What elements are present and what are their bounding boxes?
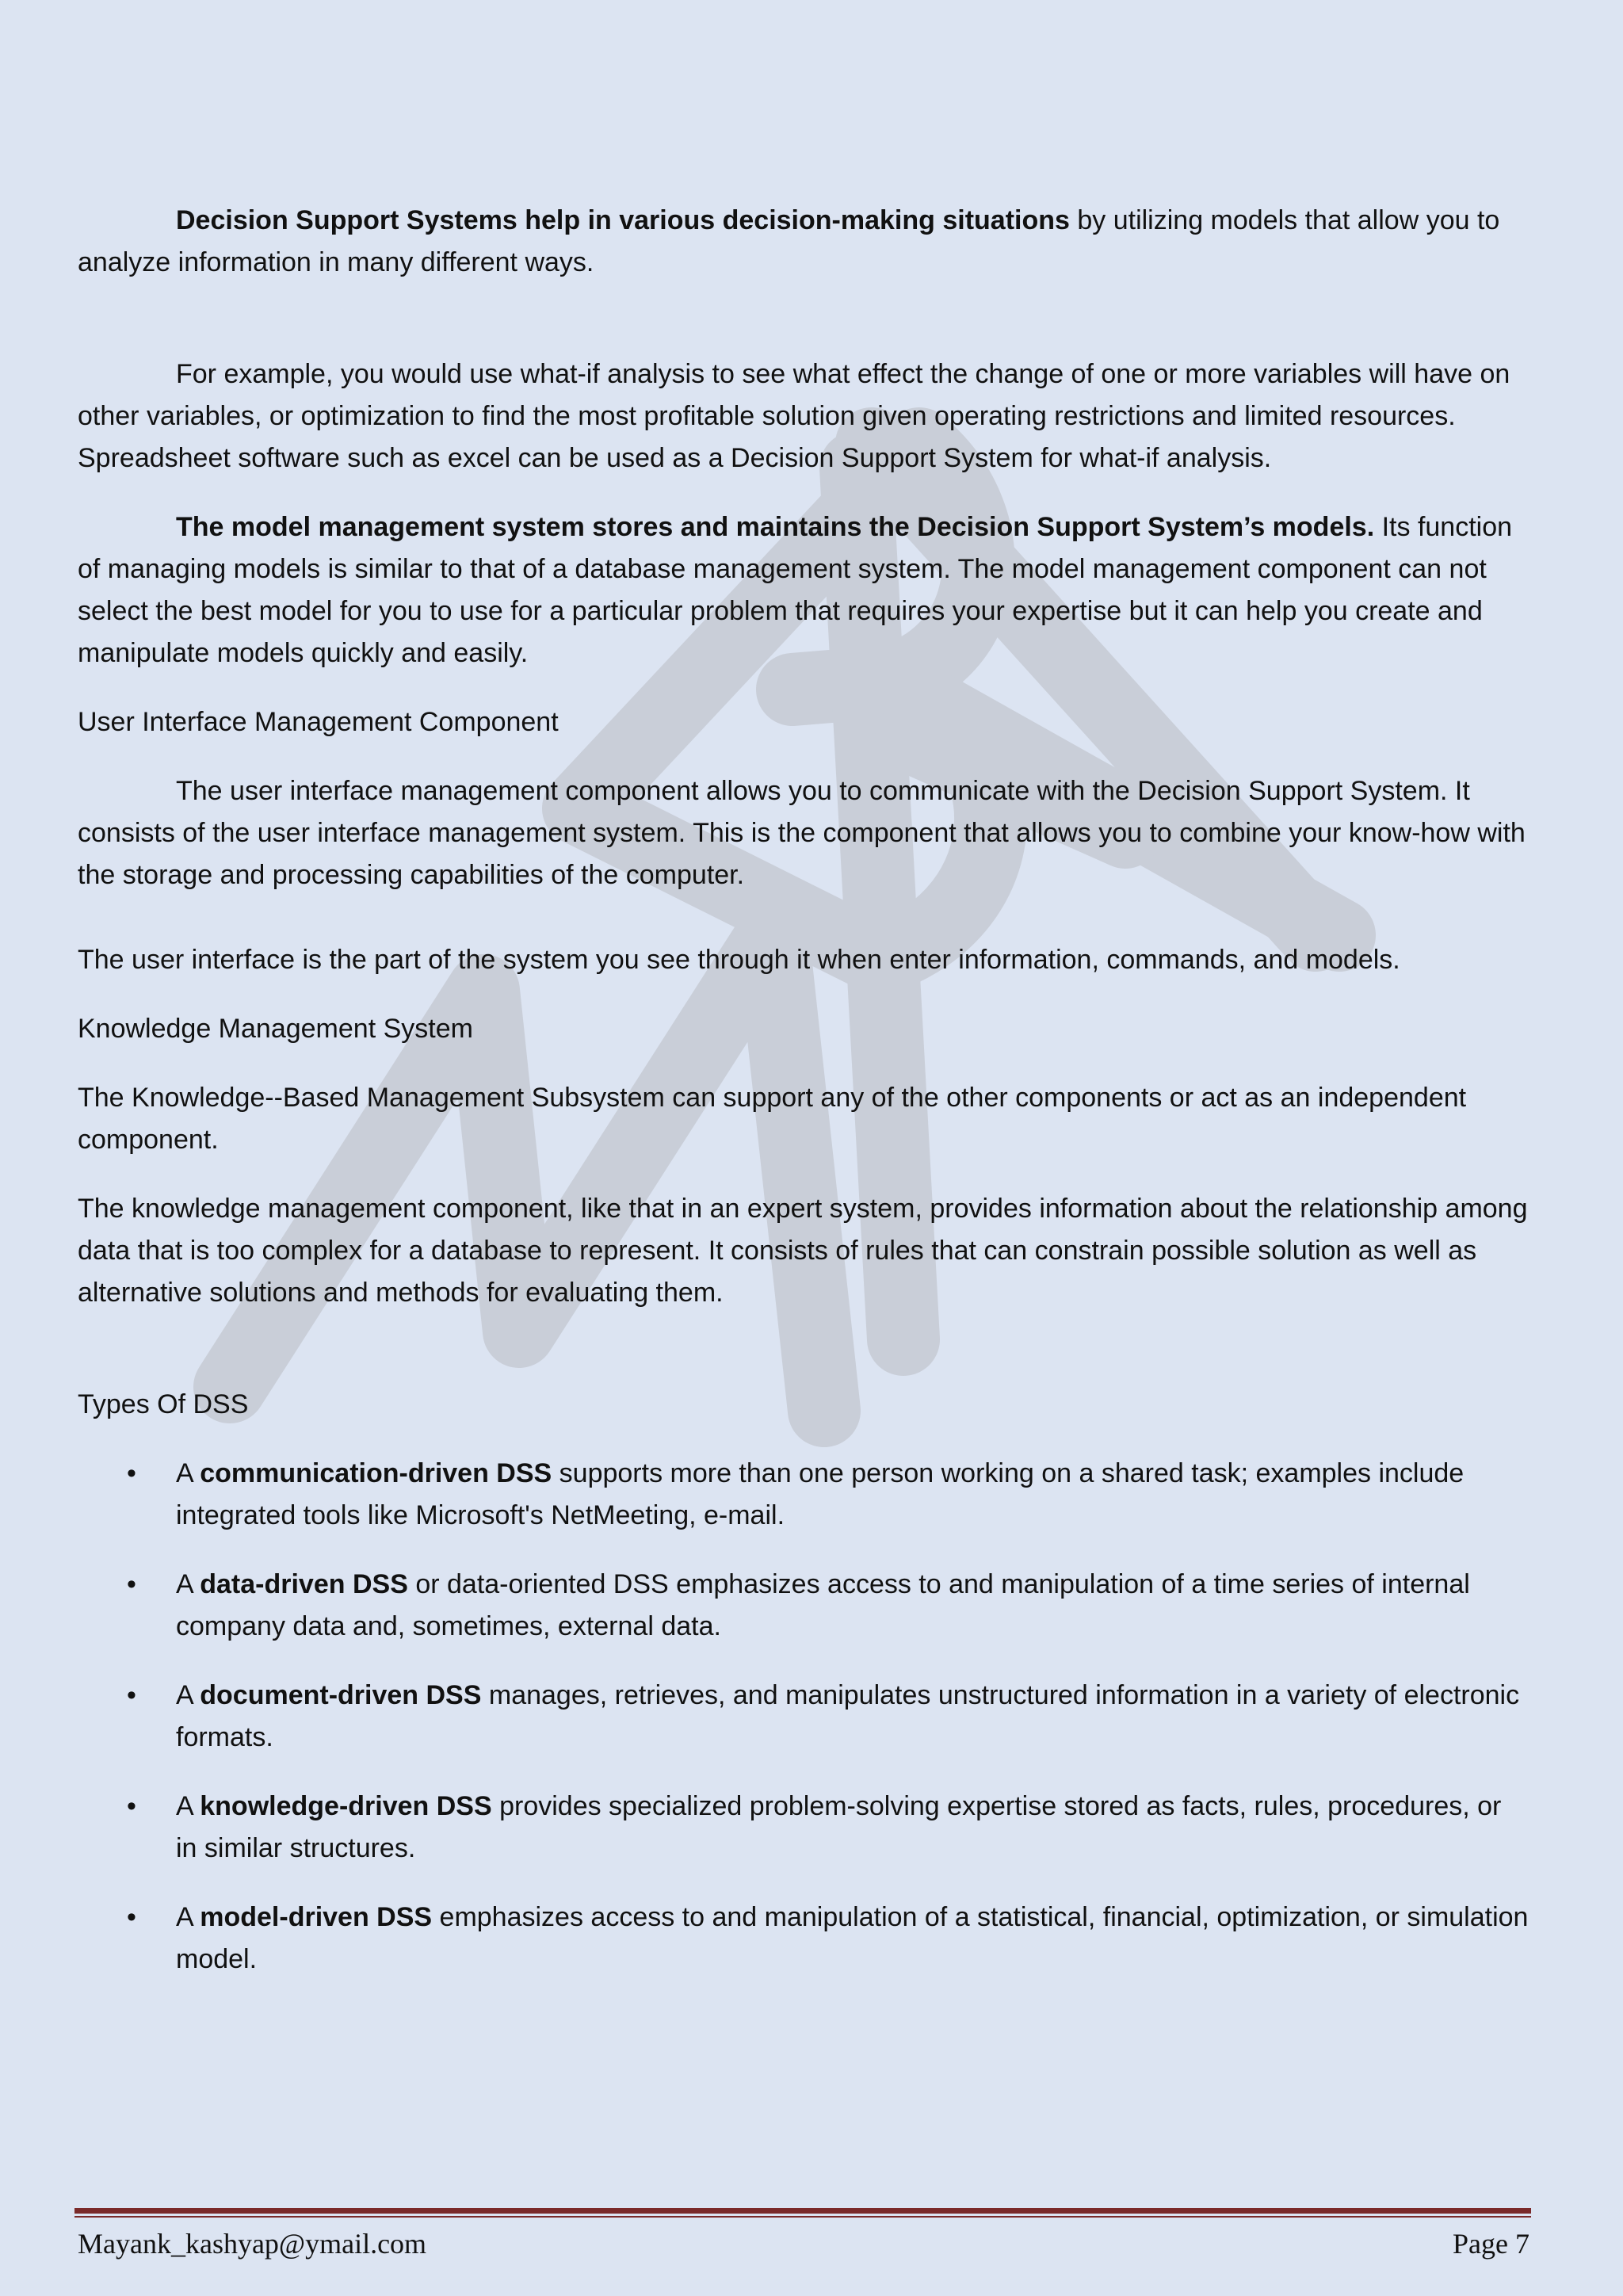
list-item-prefix: A xyxy=(176,1680,200,1710)
list-item-term: document-driven DSS xyxy=(200,1680,482,1710)
list-item-text: manages, retrieves, and manipulates unstructured information in a variety of electronic formats. xyxy=(176,1680,1520,1752)
paragraph-text: Its function of managing models is similar to that of a database management system. The model management component can not select the best model for you to use for a particular problem that requires your expertise but it can help you create and manipulate models quickly and easily. xyxy=(78,512,1513,668)
list-item-term: model-driven DSS xyxy=(200,1902,433,1932)
bullet-icon: • xyxy=(127,1680,136,1710)
list-item-text: emphasizes access to and manipulation of a statistical, financial, optimization, or simulation model. xyxy=(176,1902,1529,1974)
footer-email: Mayank_kashyap@ymail.com xyxy=(78,2228,427,2260)
list-item-term: knowledge-driven DSS xyxy=(200,1791,492,1821)
list-item xyxy=(78,1786,1529,1870)
footer-divider-thin xyxy=(74,2216,1531,2218)
paragraph-dss-help xyxy=(78,200,1529,284)
page-footer xyxy=(78,2224,1529,2264)
list-item-term: data-driven DSS xyxy=(200,1569,408,1599)
paragraph-user-interface-component: The user interface management component allows you to communicate with the Decision Support System. It consists of the user interface management system. This is the component that allows you to combine your know-how with the storage and processing capabilities of the computer. xyxy=(78,776,1526,890)
heading-knowledge-management: Knowledge Management System xyxy=(78,1014,473,1044)
footer-divider-thick xyxy=(74,2208,1531,2214)
dss-types-list xyxy=(78,1453,1529,1981)
list-item-prefix: A xyxy=(176,1902,200,1932)
bullet-icon: • xyxy=(127,1458,136,1488)
document-body xyxy=(78,200,1529,2008)
list-item-text: or data-oriented DSS emphasizes access to and manipulation of a time series of internal company data and, sometimes, external data. xyxy=(176,1569,1470,1641)
list-item-prefix: A xyxy=(176,1791,200,1821)
page-number: Page 7 xyxy=(1453,2228,1529,2260)
list-item xyxy=(78,1897,1529,1981)
paragraph-knowledge-subsystem: The Knowledge--Based Management Subsystem can support any of the other components or act as an independent component. xyxy=(78,1083,1467,1155)
bold-phrase: Decision Support Systems help in various decision-making situations xyxy=(176,205,1070,235)
paragraph-model-management xyxy=(78,506,1529,674)
list-item xyxy=(78,1453,1529,1537)
bold-phrase: The model management system stores and maintains the Decision Support System’s models. xyxy=(176,512,1375,542)
paragraph-user-interface-part: The user interface is the part of the system you see through it when enter information, commands, and models. xyxy=(78,945,1400,975)
paragraph-knowledge-component: The knowledge management component, like that in an expert system, provides information about the relationship among data that is too complex for a database to represent. It consists of rules that can constrain possible solution as well as alternative solutions and methods for evaluating them. xyxy=(78,1194,1528,1308)
list-item-prefix: A xyxy=(176,1569,200,1599)
heading-types-of-dss: Types Of DSS xyxy=(78,1389,249,1419)
bullet-icon: • xyxy=(127,1569,136,1599)
footer-divider xyxy=(74,2208,1531,2218)
bullet-icon: • xyxy=(127,1791,136,1821)
list-item xyxy=(78,1564,1529,1648)
paragraph-text: by utilizing models that allow you to analyze information in many different ways. xyxy=(78,205,1500,277)
paragraph-what-if-example: For example, you would use what-if analysis to see what effect the change of one or more variables will have on other variables, or optimization to find the most profitable solution given operating restrictions and limited resources. Spreadsheet software such as excel can be used as a Decision Support System for what-if analysis. xyxy=(78,359,1510,473)
list-item-text: supports more than one person working on a shared task; examples include integrated tools like Microsoft's NetMeeting, e-mail. xyxy=(176,1458,1465,1530)
list-item-term: communication-driven DSS xyxy=(200,1458,552,1488)
heading-user-interface: User Interface Management Component xyxy=(78,707,559,737)
list-item-text: provides specialized problem-solving expertise stored as facts, rules, procedures, or in similar structures. xyxy=(176,1791,1502,1863)
bullet-icon: • xyxy=(127,1902,136,1932)
list-item xyxy=(78,1675,1529,1759)
list-item-prefix: A xyxy=(176,1458,200,1488)
